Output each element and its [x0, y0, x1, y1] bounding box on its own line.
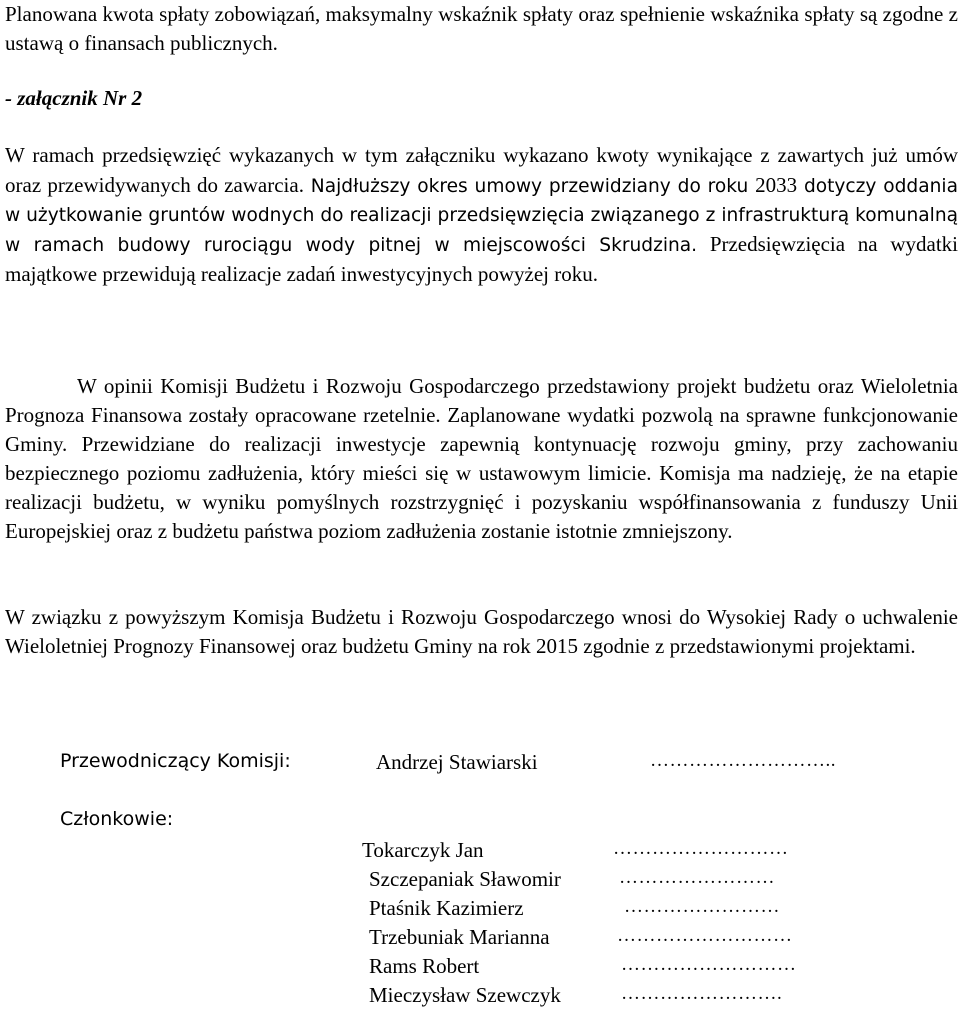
paragraph-attachment-2-part2: Najdłuższy okres umowy przewidziany do roku [303, 176, 756, 197]
member-name-6: Mieczysław Szewczyk [369, 983, 561, 1007]
paragraph-attachment-2-year: 2033 [755, 173, 798, 197]
paragraph-opinion-part1: W opinii Komisji Budżetu i Rozwoju Gospodarczego przedstawiony projekt budżetu oraz Wieloletnia Prognoza Finansowa zostały opracowane rzetelnie. [5, 374, 958, 427]
member-signature-line-3: …………………… [624, 896, 780, 917]
chair-label: Przewodniczący Komisji: [60, 750, 291, 772]
members-label: Członkowie: [60, 808, 174, 830]
chair-signature-line: ……………………….. [650, 750, 836, 771]
paragraph-attachment-2-part4: dotyczy oddania w użytkowanie gruntów wodnych do realizacji przedsięwzięcia związanego z infrastrukturą komunalną w ramach budowy rurociągu wody pitnej w miejscowości Skrudzina. [5, 176, 958, 256]
member-name-2: Szczepaniak Sławomir [369, 867, 561, 891]
member-name-4: Trzebuniak Marianna [369, 925, 550, 949]
paragraph-conclusion: W związku z powyższym Komisja Budżetu i Rozwoju Gospodarczego wnosi do Wysokiej Rady o uchwalenie Wieloletniej Prognozy Finansowej oraz budżetu Gminy na rok 2015 zgodnie z przedstawionymi projektami. [5, 605, 958, 658]
member-signature-line-5: ……………………… [621, 954, 797, 975]
paragraph-attachment-2 [5, 141, 958, 290]
paragraph-opinion-part4: Komisja ma nadzieję, że na etapie realizacji budżetu, w wyniku pomyślnych rozstrzygnięć i pozyskaniu współfinansowania z funduszy Unii Europejskiej oraz z budżetu państwa poziom zadłużenia zostanie istotnie zmniejszony. [5, 461, 958, 543]
member-name-5: Rams Robert [369, 954, 480, 978]
member-name-3: Ptaśnik Kazimierz [369, 896, 524, 920]
member-name-1: Tokarczyk Jan [362, 838, 484, 862]
paragraph-committee-opinion [5, 372, 958, 546]
chair-name: Andrzej Stawiarski [376, 750, 538, 774]
paragraph-opinion-part3: Przewidziane do realizacji inwestycje zapewnią kontynuację rozwoju gminy, przy zachowaniu bezpiecznego poziomu zadłużenia, który mieści się w ustawowym limicie. [5, 432, 958, 485]
member-signature-line-2: …………………… [619, 867, 775, 888]
paragraph-opinion-part2: Zaplanowane wydatki pozwolą na sprawne funkcjonowanie Gminy. [5, 403, 958, 456]
member-signature-line-6: ……………………. [621, 983, 783, 1004]
paragraph-attachment-2-part1: W ramach przedsięwzięć wykazanych w tym załączniku wykazano kwoty wynikające z zawartych już umów oraz przewidywanych do zawarcia. [5, 143, 958, 197]
paragraph-debt-compliance: Planowana kwota spłaty zobowiązań, maksymalny wskaźnik spłaty oraz spełnienie wskaźnika spłaty są zgodne z ustawą o finansach publicznych. [5, 2, 958, 55]
section-heading-attachment-2: - załącznik Nr 2 [5, 86, 143, 110]
member-signature-line-1: ……………………… [613, 838, 789, 859]
paragraph-attachment-2-part5: Przedsięwzięcia na wydatki majątkowe przewidują realizacje zadań inwestycyjnych powyżej roku. [5, 232, 958, 286]
member-signature-line-4: ……………………… [617, 925, 793, 946]
